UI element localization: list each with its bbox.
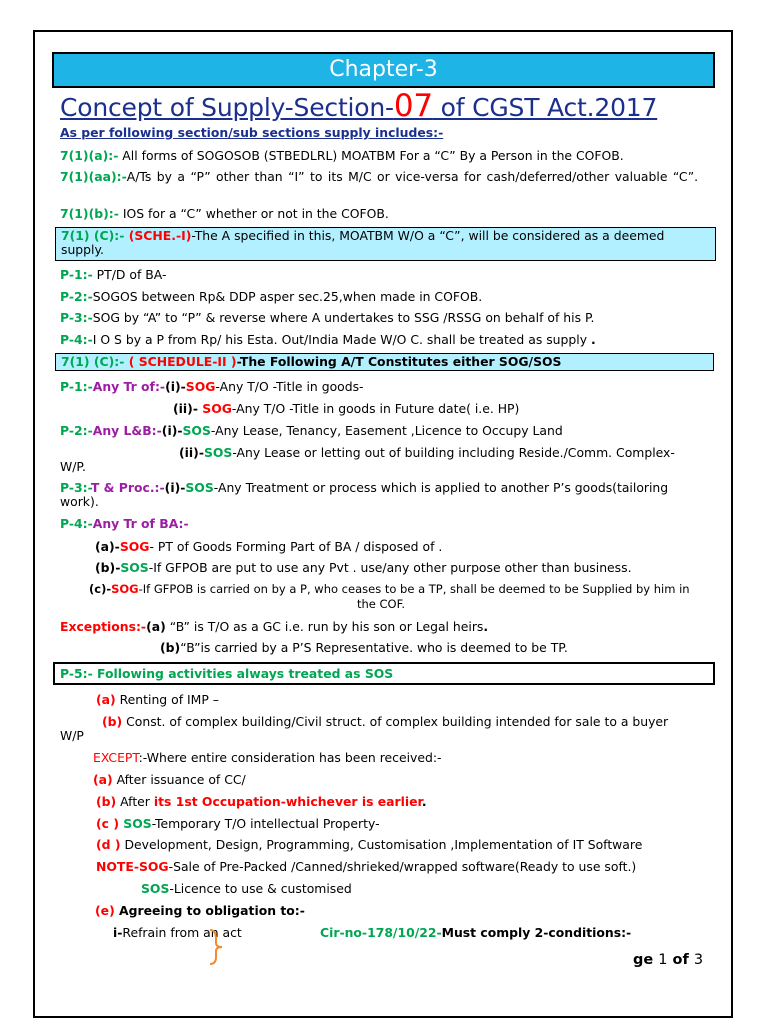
sche2-p1-ii: (ii)- SOG-Any T/O -Title in goods in Future date( i.e. HP) [173, 401, 520, 416]
p5-a: (a) Renting of IMP – [96, 692, 219, 707]
exceptions-b: (b)“B”is carried by a P’S Representative. who is deemed to be TP. [160, 640, 568, 655]
sche2-p2: P-2:-Any L&B:-(i)-SOS-Any Lease, Tenancy, Easement ,Licence to Occupy Land [60, 423, 563, 438]
schedule-1-box: 7(1) (C):- (SCHE.-I)-The A specified in this, MOATBM W/O a “C”, will be considered as a deemed supply. [55, 227, 716, 261]
title-prefix: Concept of Supply-Section- [60, 93, 394, 122]
p5-sos: SOS-Licence to use & customised [141, 881, 352, 896]
chapter-header [52, 52, 715, 88]
p5-d: (d ) Development, Design, Programming, Customisation ,Implementation of IT Software [96, 837, 643, 852]
p5-except-a: (a) After issuance of CC/ [93, 772, 246, 787]
p5-b: (b) Const. of complex building/Civil struct. of complex building intended for sale to a buyer [102, 714, 669, 729]
sche2-p4-b: (b)-SOS-If GFPOB are put to use any Pvt . use/any other purpose other than business. [95, 560, 632, 575]
exceptions: Exceptions:-(a) “B” is T/O as a GC i.e. run by his son or Legal heirs. [60, 619, 489, 634]
sche2-p2-ii: (ii)-SOS-Any Lease or letting out of building including Reside./Comm. Complex- [179, 445, 675, 460]
curly-brace-icon [207, 927, 229, 967]
sche2-p4-c-cont: the COF. [357, 597, 406, 611]
p5-note: NOTE-SOG-Sale of Pre-Packed /Canned/shrieked/wrapped software(Ready to use soft.) [96, 859, 637, 874]
sec-7-1-aa: 7(1)(aa):-A/Ts by a “P” other than “I” to its M/C or vice-versa for cash/deferred/other valuable “C”. [60, 169, 699, 184]
chapter-title: Chapter-3 [329, 57, 438, 82]
p5-except: EXCEPT:-Where entire consideration has been received:- [93, 750, 442, 765]
sche2-p3: P-3:-T & Proc.:-(i)-SOS-Any Treatment or process which is applied to another P’s goods(tailoring work). [60, 480, 669, 509]
section-number: 07 [393, 88, 433, 124]
subheading: As per following section/sub sections supply includes:- [60, 125, 444, 140]
sche2-p2-ii-cont: W/P. [60, 459, 86, 474]
title-suffix: of CGST Act.2017 [432, 93, 658, 122]
sche2-p4: P-4:-Any Tr of BA:- [60, 516, 189, 531]
sche1-p2: P-2:-SOGOS between Rp& DDP asper sec.25,when made in COFOB. [60, 289, 483, 304]
p5-e-i: i-Refrain from an act [113, 925, 242, 940]
sche1-p4: P-4:-I O S by a P from Rp/ his Esta. Out/India Made W/O C. shall be treated as supply . [60, 332, 596, 347]
page-title [60, 88, 657, 124]
sche2-p4-c: (c)-SOG-If GFPOB is carried on by a P, who ceases to be a TP, shall be deemed to be Supplied by him in [89, 582, 690, 596]
schedule-2-box: 7(1) (C):- ( SCHEDULE-II )-The Following A/T Constitutes either SOG/SOS [55, 353, 714, 371]
sche2-p1: P-1:-Any Tr of:-(i)-SOG-Any T/O -Title in goods- [60, 379, 364, 394]
page-footer: ge 1 of 3 [633, 952, 704, 968]
p5-c: (c ) SOS-Temporary T/O intellectual Property- [96, 816, 380, 831]
sec-7-1-a: 7(1)(a):- All forms of SOGOSOB (STBEDLRL) MOATBM For a “C” By a Person in the COFOB. [60, 148, 624, 163]
p5-b-cont: W/P [60, 728, 84, 743]
sche2-p4-a: (a)-SOG- PT of Goods Forming Part of BA / disposed of . [95, 539, 443, 554]
circular-note: Cir-no-178/10/22-Must comply 2-conditions:- [320, 925, 632, 940]
p5-except-b: (b) After its 1st Occupation-whichever is earlier. [96, 794, 427, 809]
p5-e: (e) Agreeing to obligation to:- [95, 903, 305, 918]
sche1-p1: P-1:- PT/D of BA- [60, 267, 167, 282]
sec-7-1-b: 7(1)(b):- IOS for a “C” whether or not in the COFOB. [60, 206, 389, 221]
p5-box: P-5:- Following activities always treated as SOS [53, 662, 715, 685]
sche1-p3: P-3:-SOG by “A” to “P” & reverse where A undertakes to SSG /RSSG on behalf of his P. [60, 310, 595, 325]
